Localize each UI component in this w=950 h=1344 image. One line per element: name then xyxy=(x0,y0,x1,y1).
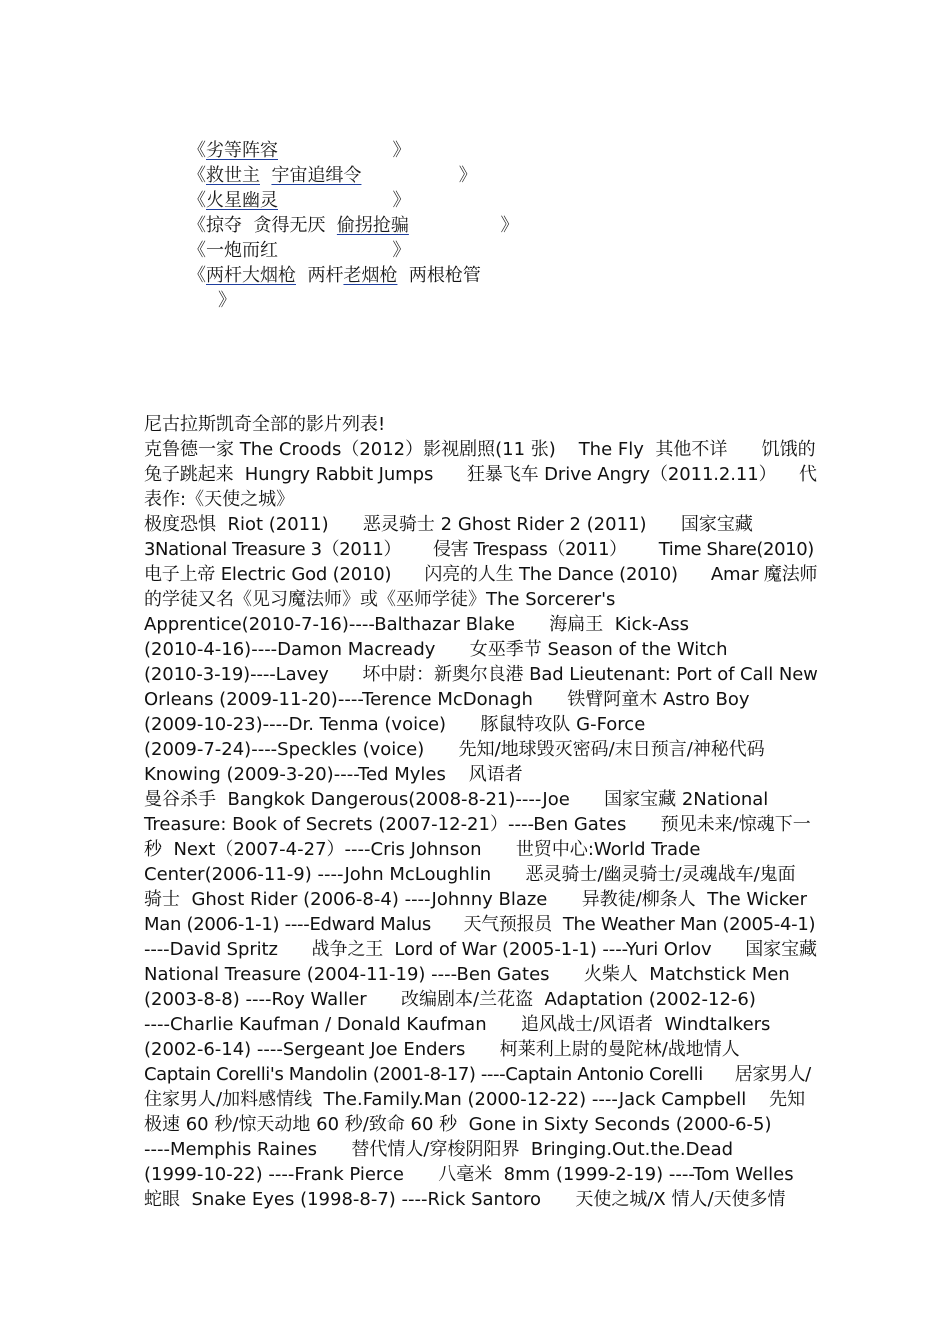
close-bracket: 》 xyxy=(392,190,411,211)
film-line: Captain Corelli's Mandolin (2001-8-17) ----Captain Antonio Corelli 居家男人/ xyxy=(144,1064,811,1085)
film-line: 兔子跳起来 Hungry Rabbit Jumps 狂暴飞车 Drive Angry（2011.2.11） 代 xyxy=(144,464,817,485)
film-line: (2002-6-14) ----Sergeant Joe Enders 柯莱利上尉的曼陀林/战地情人 xyxy=(144,1039,740,1060)
film-line: Apprentice(2010-7-16)----Balthazar Blake 海扁王 Kick-Ass xyxy=(144,614,690,635)
spacer xyxy=(409,215,501,236)
film-line: Knowing (2009-3-20)----Ted Myles 风语者 xyxy=(144,764,523,785)
filmography-heading: 尼古拉斯凯奇全部的影片列表! xyxy=(144,414,386,435)
close-bracket: 》 xyxy=(458,165,477,186)
film-line: ----Memphis Raines 替代情人/穿梭阴阳界 Bringing.Out.the.Dead xyxy=(144,1139,734,1160)
link-ghosts-of-mars[interactable]: 火星幽灵 xyxy=(206,190,278,211)
link-inferior-lineup[interactable]: 劣等阵容 xyxy=(206,140,278,161)
film-line: Center(2006-11-9) ----John McLoughlin 恶灵骑士/幽灵骑士/灵魂战车/鬼面 xyxy=(144,864,796,885)
spacer xyxy=(361,165,458,186)
film-line: 电子上帝 Electric God (2010) 闪亮的人生 The Dance (2010) Amar 魔法师 xyxy=(144,564,818,585)
film-line: Treasure: Book of Secrets (2007-12-21）----Ben Gates 预见未来/惊魂下一 xyxy=(144,814,811,835)
title-row-7: 》 xyxy=(218,290,236,311)
title-row-1 xyxy=(188,140,410,162)
title-text: 两根枪管 xyxy=(397,265,481,286)
film-line: ----Charlie Kaufman / Donald Kaufman 追风战士/风语者 Windtalkers xyxy=(144,1014,771,1035)
title-row-4 xyxy=(188,215,518,237)
film-line: (2009-10-23)----Dr. Tenma (voice) 豚鼠特攻队 G-Force xyxy=(144,714,646,735)
film-line: (2003-8-8) ----Roy Waller 改编剧本/兰花盗 Adaptation (2002-12-6) xyxy=(144,989,756,1010)
link-snatch[interactable]: 偷拐抢骗 xyxy=(336,215,409,236)
link-lock-stock[interactable]: 两杆大烟枪 xyxy=(206,265,296,286)
film-line: ----David Spritz 战争之王 Lord of War (2005-1-1) ----Yuri Orlov 国家宝藏 xyxy=(144,939,817,960)
spacer xyxy=(260,165,271,186)
title-row-6 xyxy=(188,265,481,287)
film-line: National Treasure (2004-11-19) ----Ben Gates 火柴人 Matchstick Men xyxy=(144,964,790,985)
open-bracket: 《 xyxy=(188,140,206,161)
film-line: 蛇眼 Snake Eyes (1998-8-7) ----Rick Santoro 天使之城/X 情人/天使多情 xyxy=(144,1189,786,1210)
close-bracket: 》 xyxy=(500,215,519,236)
film-line: Orleans (2009-11-20)----Terence McDonagh 铁臂阿童木 Astro Boy xyxy=(144,689,750,710)
film-line: 住家男人/加料感情线 The.Family.Man (2000-12-22) ----Jack Campbell 先知 xyxy=(144,1089,806,1110)
spacer xyxy=(278,140,392,161)
film-line: (2009-7-24)----Speckles (voice) 先知/地球毁灭密码/末日预言/神秘代码 xyxy=(144,739,765,760)
open-bracket: 《 xyxy=(188,265,206,286)
film-line: 曼谷杀手 Bangkok Dangerous(2008-8-21)----Joe 国家宝藏 2National xyxy=(144,789,769,810)
spacer xyxy=(278,190,392,211)
film-line: (2010-3-19)----Lavey 坏中尉：新奥尔良港 Bad Lieutenant: Port of Call New xyxy=(144,664,818,685)
link-space-pursuit[interactable]: 宇宙追缉令 xyxy=(271,165,362,186)
film-line: 骑士 Ghost Rider (2006-8-4) ----Johnny Blaze 异教徒/柳条人 The Wicker xyxy=(144,889,807,910)
link-savior[interactable]: 救世主 xyxy=(206,165,260,186)
film-line: 的学徒又名《见习魔法师》或《巫师学徒》The Sorcerer's xyxy=(144,589,616,610)
title-row-5: 《一炮而红 》 xyxy=(188,240,411,261)
open-bracket: 《 xyxy=(188,215,206,236)
link-old-smoking-barrels[interactable]: 老烟枪 xyxy=(343,265,398,286)
film-line: Man (2006-1-1) ----Edward Malus 天气预报员 The Weather Man (2005-4-1) xyxy=(144,914,816,935)
film-line: 表作:《天使之城》 xyxy=(144,489,295,510)
title-row-2 xyxy=(188,165,477,187)
film-line: (2010-4-16)----Damon Macready 女巫季节 Season of the Witch xyxy=(144,639,728,660)
film-line: 秒 Next（2007-4-27）----Cris Johnson 世贸中心:World Trade xyxy=(144,839,701,860)
film-line: 极度恐惧 Riot (2011) 恶灵骑士 2 Ghost Rider 2 (2011) 国家宝藏 xyxy=(144,514,753,535)
open-bracket: 《 xyxy=(188,165,206,186)
open-bracket: 《 xyxy=(188,190,206,211)
film-line: (1999-10-22) ----Frank Pierce 八毫米 8mm (1999-2-19) ----Tom Welles xyxy=(144,1164,794,1185)
title-text: 掠夺 贪得无厌 xyxy=(206,215,337,236)
film-line: 极速 60 秒/惊天动地 60 秒/致命 60 秒 Gone in Sixty Seconds (2000-6-5) xyxy=(144,1114,772,1135)
film-line: 克鲁德一家 The Croods（2012）影视剧照(11 张) The Fly 其他不详 饥饿的 xyxy=(144,439,816,460)
title-row-3 xyxy=(188,190,410,212)
film-line: 3National Treasure 3（2011） 侵害 Trespass（2011） Time Share(2010) xyxy=(144,539,814,560)
close-bracket: 》 xyxy=(392,140,411,161)
title-text: 两杆 xyxy=(296,265,344,286)
